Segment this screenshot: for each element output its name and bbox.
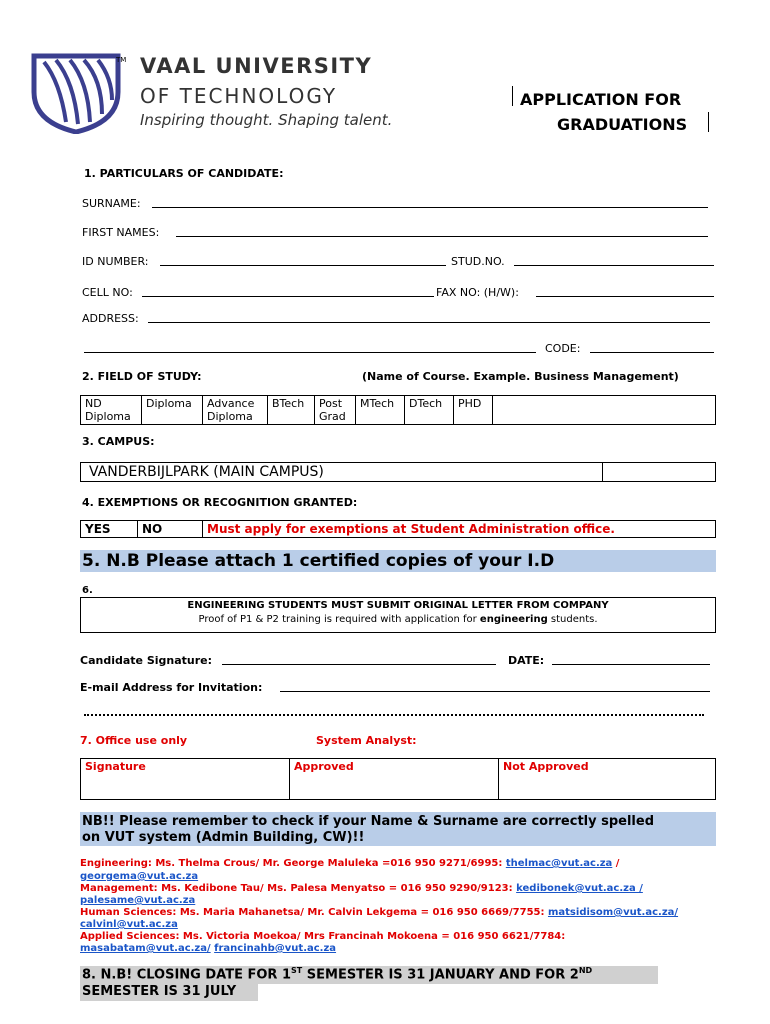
dotted-line[interactable] bbox=[84, 714, 704, 716]
email-link-thelmac[interactable]: thelmac@vut.ac.za bbox=[505, 858, 613, 869]
address-field-1[interactable] bbox=[148, 322, 710, 323]
section1-heading: 1. PARTICULARS OF CANDIDATE: bbox=[84, 167, 284, 180]
contact-line-8 bbox=[80, 943, 336, 954]
id-number-label: ID NUMBER: bbox=[82, 255, 149, 268]
nb-line2: on VUT system (Admin Building, CW)!! bbox=[82, 830, 365, 845]
surname-field[interactable] bbox=[152, 207, 708, 208]
fax-no-field[interactable] bbox=[536, 296, 714, 297]
email-link-francinahb[interactable]: francinahb@vut.ac.za bbox=[214, 943, 337, 954]
contact-line-7: Applied Sciences: Ms. Victoria Moekoa/ Mrs Francinah Mokoena = 016 950 6621/7784: bbox=[80, 931, 566, 942]
contact-line-2 bbox=[80, 871, 198, 882]
section6-heading: 6. bbox=[82, 585, 93, 596]
university-name-line2: OF TECHNOLOGY bbox=[140, 84, 338, 108]
surname-label: SURNAME: bbox=[82, 197, 141, 210]
exemptions-table bbox=[80, 520, 716, 538]
address-field-2[interactable] bbox=[84, 352, 536, 353]
university-name-line1: VAAL UNIVERSITY bbox=[140, 54, 373, 78]
email-link-georgema[interactable]: georgema@vut.ac.za bbox=[80, 871, 199, 882]
campus-table bbox=[80, 462, 716, 482]
first-names-field[interactable] bbox=[176, 236, 708, 237]
stud-no-field[interactable] bbox=[514, 265, 714, 266]
system-analyst-label: System Analyst: bbox=[316, 734, 417, 747]
section3-heading: 3. CAMPUS: bbox=[82, 435, 155, 448]
section7-heading: 7. Office use only bbox=[80, 734, 188, 747]
option-dtech[interactable]: DTech bbox=[405, 396, 454, 425]
trademark: TM bbox=[116, 56, 127, 64]
closing-line1: 8. N.B! CLOSING DATE FOR 1ST SEMESTER IS 31 JANUARY AND FOR 2ND bbox=[82, 966, 593, 983]
cell-no-label: CELL NO: bbox=[82, 286, 133, 299]
campus-check[interactable] bbox=[603, 463, 716, 482]
office-use-table bbox=[80, 758, 716, 800]
option-nd-diploma[interactable]: ND Diploma bbox=[81, 396, 142, 425]
contact-line-5: Human Sciences: Ms. Maria Mahanetsa/ Mr. Calvin Lekgema = 016 950 6669/7755: matsidisom@vut.ac.za/ bbox=[80, 907, 679, 918]
title-cursor bbox=[512, 86, 513, 106]
title-cursor-2 bbox=[708, 112, 709, 132]
date-field[interactable] bbox=[552, 664, 710, 665]
option-advance-diploma[interactable]: Advance Diploma bbox=[203, 396, 268, 425]
campus-value: VANDERBIJLPARK (MAIN CAMPUS) bbox=[81, 463, 603, 482]
option-post-grad[interactable]: Post Grad bbox=[315, 396, 356, 425]
cell-no-field[interactable] bbox=[142, 296, 434, 297]
closing-line2: SEMESTER IS 31 JULY bbox=[82, 984, 237, 999]
email-link-kedibonek[interactable]: kedibonek@vut.ac.za / bbox=[516, 883, 643, 894]
email-link-calvinl[interactable]: calvinl@vut.ac.za bbox=[80, 919, 178, 930]
first-names-label: FIRST NAMES: bbox=[82, 226, 160, 239]
option-mtech[interactable]: MTech bbox=[356, 396, 405, 425]
fax-no-label: FAX NO: (H/W): bbox=[436, 286, 519, 299]
exemption-yes[interactable]: YES bbox=[81, 521, 138, 538]
exemption-note: Must apply for exemptions at Student Administration office. bbox=[203, 521, 716, 538]
contact-line-3: Management: Ms. Kedibone Tau/ Ms. Palesa Menyatso = 016 950 9290/9123: kedibonek@vut.ac.za / bbox=[80, 883, 643, 894]
office-not-approved-label: Not Approved bbox=[503, 760, 589, 773]
address-label: ADDRESS: bbox=[82, 312, 139, 325]
office-approved-label: Approved bbox=[294, 760, 354, 773]
email-label: E-mail Address for Invitation: bbox=[80, 681, 263, 694]
form-title-line1: APPLICATION FOR bbox=[520, 90, 682, 109]
office-signature-label: Signature bbox=[85, 760, 146, 773]
option-blank[interactable] bbox=[493, 396, 716, 425]
field-of-study-note: (Name of Course. Example. Business Management) bbox=[362, 370, 679, 383]
code-field[interactable] bbox=[590, 352, 714, 353]
engineering-line2: Proof of P1 & P2 training is required with application for engineering students. bbox=[198, 614, 598, 625]
option-diploma[interactable]: Diploma bbox=[142, 396, 203, 425]
contact-line-4 bbox=[80, 895, 195, 906]
engineering-line1: ENGINEERING STUDENTS MUST SUBMIT ORIGINAL LETTER FROM COMPANY bbox=[187, 600, 609, 611]
candidate-signature-field[interactable] bbox=[222, 664, 496, 665]
option-phd[interactable]: PHD bbox=[454, 396, 493, 425]
email-link-masabatam[interactable]: masabatam@vut.ac.za/ bbox=[80, 943, 211, 954]
email-link-palesame[interactable]: palesame@vut.ac.za bbox=[80, 895, 196, 906]
exemption-no[interactable]: NO bbox=[138, 521, 203, 538]
contact-line-1: Engineering: Ms. Thelma Crous/ Mr. George Maluleka =016 950 9271/6995: thelmac@vut.ac.za / bbox=[80, 858, 620, 869]
section2-heading: 2. FIELD OF STUDY: bbox=[82, 370, 202, 383]
code-label: CODE: bbox=[545, 342, 581, 355]
option-btech[interactable]: BTech bbox=[268, 396, 315, 425]
contact-line-6 bbox=[80, 919, 178, 930]
email-link-matsidisom[interactable]: matsidisom@vut.ac.za/ bbox=[547, 907, 679, 918]
office-approved-cell[interactable] bbox=[290, 759, 499, 800]
section5-text: 5. N.B Please attach 1 certified copies of your I.D bbox=[82, 551, 555, 571]
form-title-line2: GRADUATIONS bbox=[557, 115, 688, 134]
section4-heading: 4. EXEMPTIONS OR RECOGNITION GRANTED: bbox=[82, 496, 358, 509]
office-signature-cell[interactable] bbox=[81, 759, 290, 800]
university-tagline: Inspiring thought. Shaping talent. bbox=[140, 111, 393, 129]
nb-line1: NB!! Please remember to check if your Name & Surname are correctly spelled bbox=[82, 814, 655, 829]
email-field[interactable] bbox=[280, 691, 710, 692]
id-number-field[interactable] bbox=[160, 265, 446, 266]
stud-no-label: STUD.NO. bbox=[451, 255, 505, 268]
field-of-study-table bbox=[80, 395, 716, 425]
date-label: DATE: bbox=[508, 654, 545, 667]
university-logo bbox=[30, 52, 122, 134]
logo-shield-icon bbox=[30, 52, 122, 134]
candidate-signature-label: Candidate Signature: bbox=[80, 654, 213, 667]
office-not-approved-cell[interactable] bbox=[499, 759, 716, 800]
